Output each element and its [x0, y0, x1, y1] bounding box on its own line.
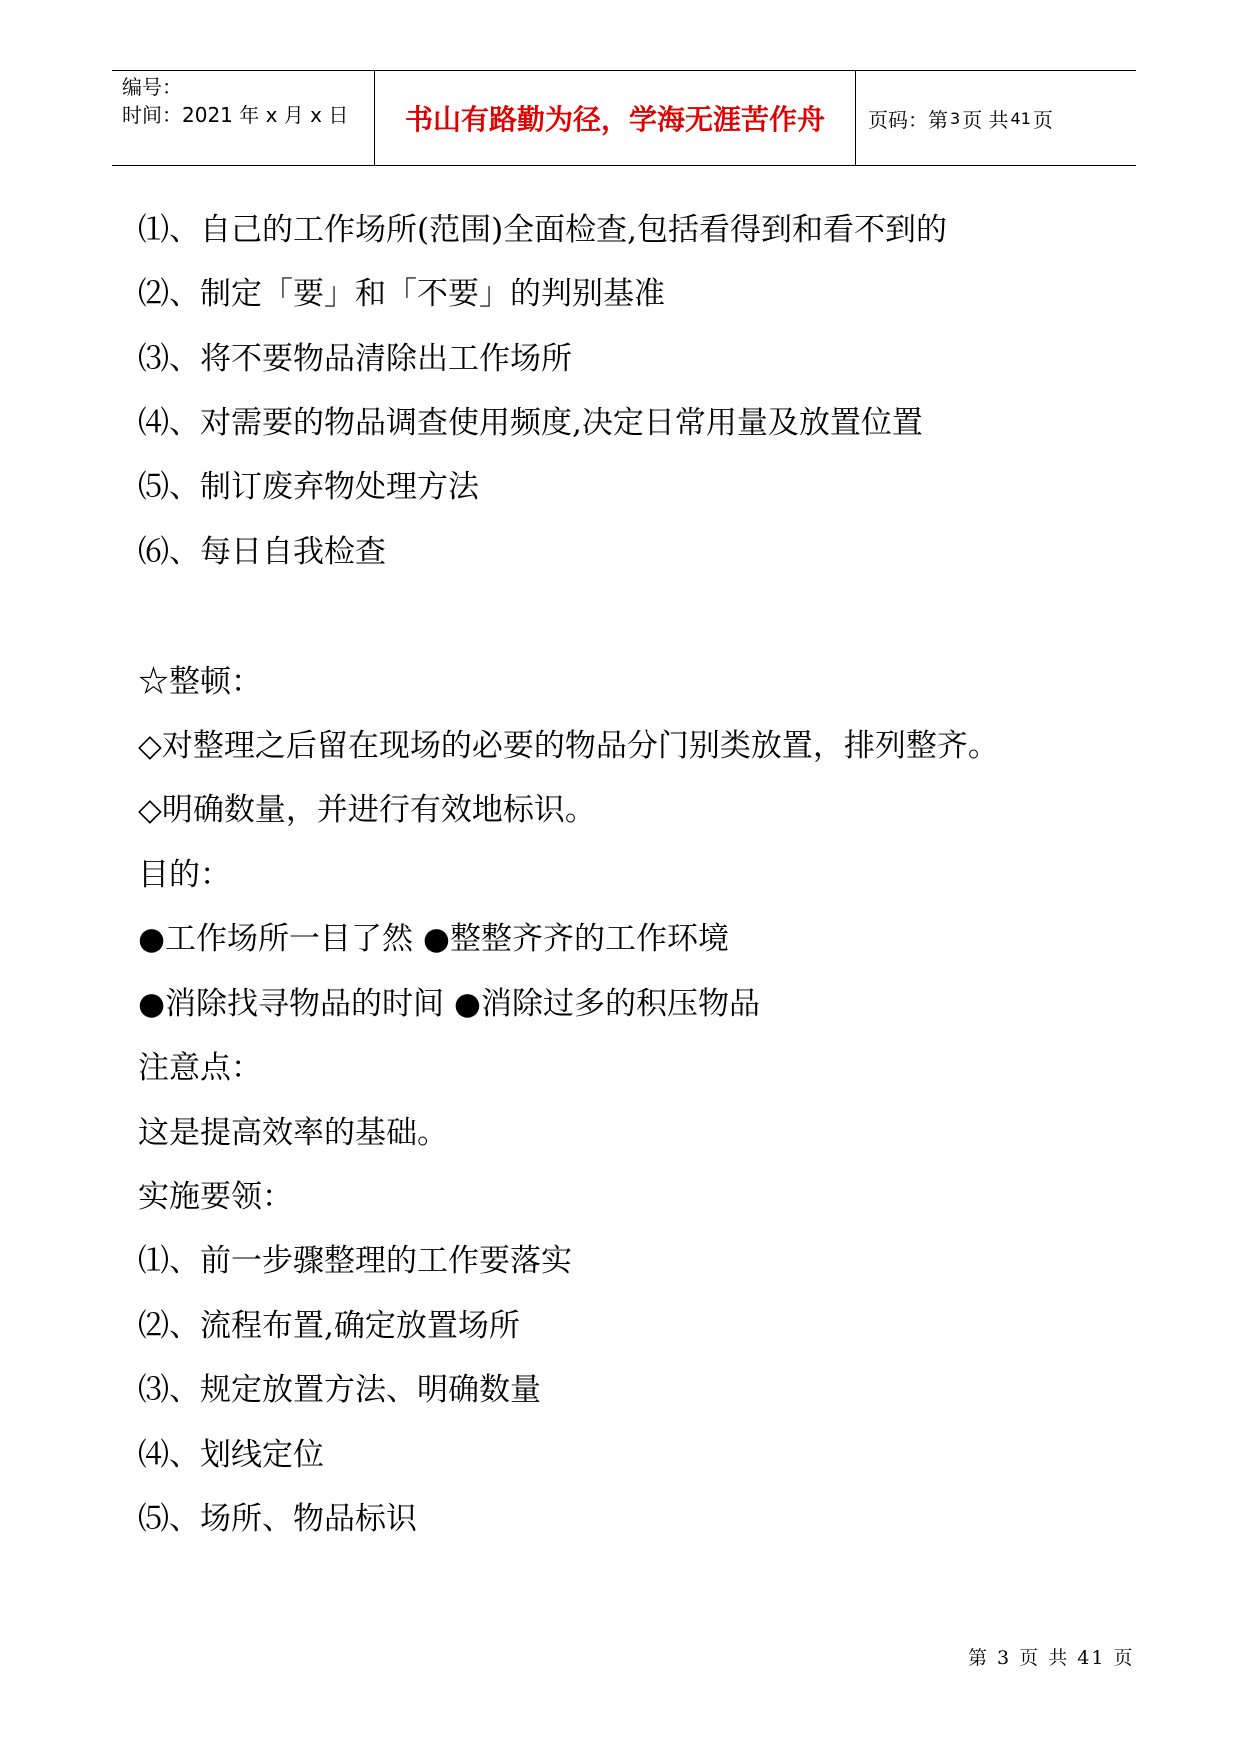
page-footer: 第 3 页 共 41 页 — [968, 1647, 1135, 1669]
header-page-prefix: 页码：第 — [868, 107, 948, 132]
text-line: ⑵、流程布置,确定放置场所 — [138, 1308, 520, 1344]
text-line: ⑷、对需要的物品调查使用频度,决定日常用量及放置位置 — [138, 405, 923, 441]
section-label: 目的： — [138, 857, 231, 893]
text-line: ⑶、将不要物品清除出工作场所 — [138, 341, 572, 377]
text-line: ◇明确数量，并进行有效地标识。 — [138, 792, 596, 828]
section-label: 注意点： — [138, 1050, 262, 1086]
header-page-mid: 页 共 — [962, 107, 1009, 132]
text-line: ⑸、制订废弃物处理方法 — [138, 469, 479, 505]
text-line: ⑴、前一步骤整理的工作要落实 — [138, 1243, 572, 1279]
text-line: ●消除找寻物品的时间 ●消除过多的积压物品 — [138, 986, 760, 1022]
header-number-label: 编号： — [122, 75, 182, 99]
header-motto-cell — [374, 71, 856, 165]
header-meta — [122, 73, 372, 129]
section-heading: ☆整顿： — [138, 664, 262, 700]
page-header — [112, 70, 1136, 166]
text-line: ⑸、场所、物品标识 — [138, 1501, 417, 1537]
text-line: ◇对整理之后留在现场的必要的物品分门别类放置，排列整齐。 — [138, 728, 999, 764]
header-motto: 书山有路勤为径，学海无涯苦作舟 — [404, 103, 825, 136]
section-label: 实施要领： — [138, 1179, 293, 1215]
header-page-current: 3 — [950, 108, 961, 128]
header-page-total: 41 — [1010, 108, 1031, 128]
text-line: ●工作场所一目了然 ●整整齐齐的工作环境 — [138, 921, 729, 957]
text-line: ⑹、每日自我检查 — [138, 534, 386, 570]
header-page-number — [868, 71, 1053, 165]
text-line: ⑵、制定「要」和「不要」的判别基准 — [138, 276, 665, 312]
header-time-label: 时间：2021 年 x 月 x 日 — [122, 103, 349, 127]
text-line: ⑴、自己的工作场所(范围)全面检查,包括看得到和看不到的 — [138, 212, 948, 248]
header-page-suffix: 页 — [1032, 107, 1053, 132]
text-line: ⑷、划线定位 — [138, 1437, 324, 1473]
text-line: 这是提高效率的基础。 — [138, 1115, 448, 1151]
text-line: ⑶、规定放置方法、明确数量 — [138, 1372, 541, 1408]
